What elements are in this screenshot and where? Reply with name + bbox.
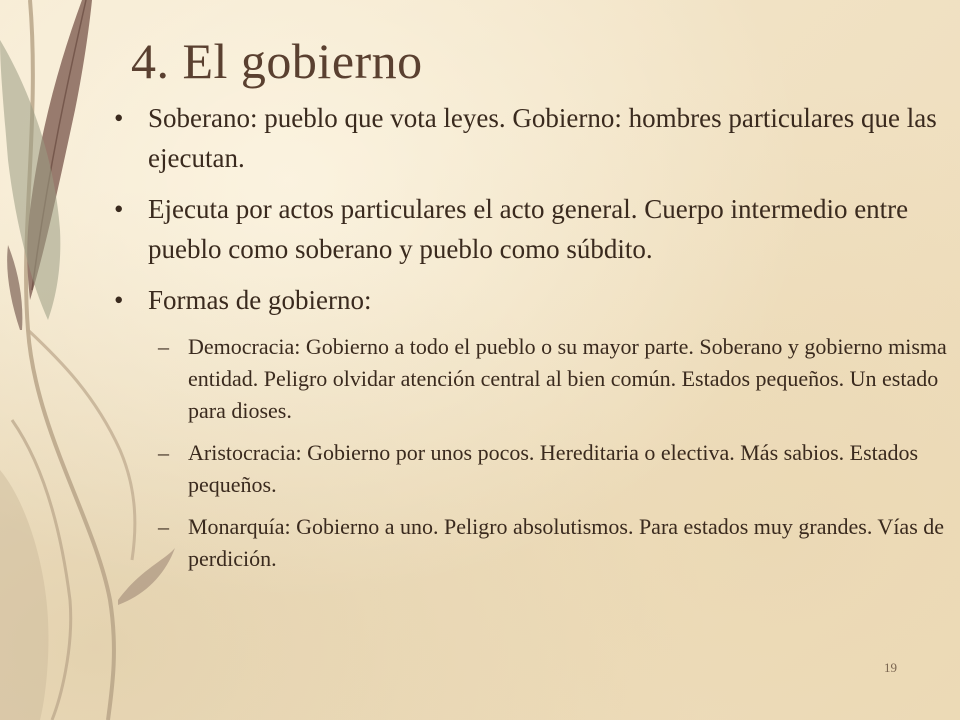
bullet-marker: • (114, 103, 124, 133)
bullet-text: Soberano: pueblo que vota leyes. Gobierno: hombres particulares que las ejecutan. (148, 103, 937, 173)
sub-marker: – (158, 440, 169, 465)
sub-item-text: Aristocracia: Gobierno por unos pocos. Hereditaria o electiva. Más sabios. Estados pequeños. (188, 440, 919, 497)
bullet-marker: • (114, 285, 124, 315)
bullet-item (100, 280, 950, 320)
sub-item-aristocracia (100, 437, 948, 501)
bullet-text: Formas de gobierno: (148, 285, 372, 315)
bullet-text: Ejecuta por actos particulares el acto general. Cuerpo intermedio entre pueblo como soberano y pueblo como súbdito. (148, 194, 909, 264)
bullet-item (100, 189, 950, 269)
sub-marker: – (158, 334, 169, 359)
sub-marker: – (158, 514, 169, 539)
sub-item-text: Democracia: Gobierno a todo el pueblo o su mayor parte. Soberano y gobierno misma entidad. Peligro olvidar atención central al bien común. Estados pequeños. Un estado para dioses. (188, 334, 947, 423)
page-number: 19 (884, 660, 897, 675)
bullet-marker: • (114, 194, 124, 224)
sub-item-democracia (100, 331, 948, 427)
bullet-item (100, 98, 950, 178)
slide-content (100, 98, 950, 585)
sub-item-text: Monarquía: Gobierno a uno. Peligro absolutismos. Para estados muy grandes. Vías de perdición. (188, 514, 945, 571)
sub-item-monarquia (100, 511, 948, 575)
slide-title: 4. El gobierno (131, 33, 423, 89)
